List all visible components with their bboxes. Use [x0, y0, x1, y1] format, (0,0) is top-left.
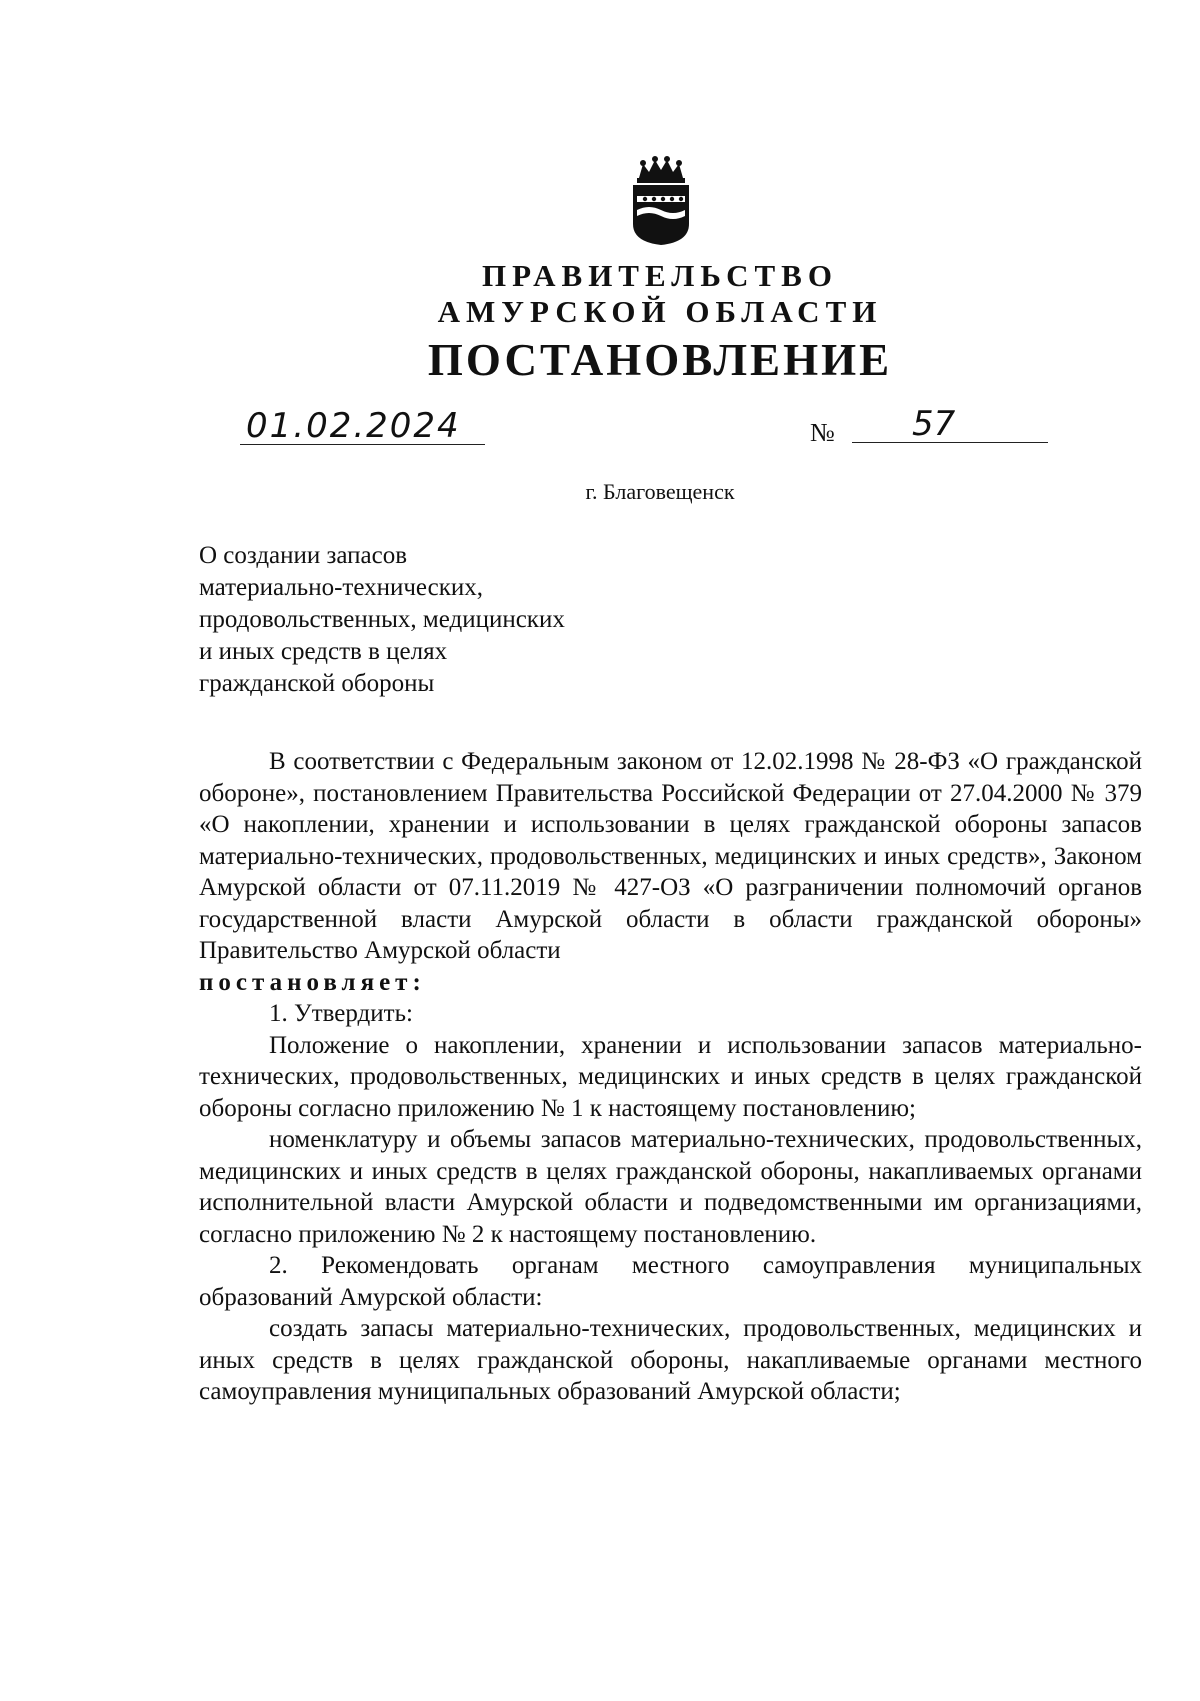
date-underline	[240, 444, 485, 445]
handwritten-document-number: 57	[912, 404, 956, 444]
document-body	[199, 746, 1142, 1408]
subject-line: О создании запасов	[199, 542, 408, 569]
item-1-heading: 1. Утвердить:	[269, 1000, 413, 1027]
preamble-paragraph: В соответствии с Федеральным законом от 12.02.1998 № 28-ФЗ «О гражданской обороне», постановлением Правительства Российской Федерации от 27.04.2000 № 379 «О накоплении, хранении и использовании в целях гражданской обороны запасов материально-технических, продовольственных, медицинских и иных средств», Законом Амурской области от 07.11.2019 № 427-ОЗ «О разграничении полномочий органов государственной власти Амурской области в области гражданской обороны» Правительство Амурской области	[199, 748, 1142, 964]
subject-line: и иных средств в целях	[199, 638, 448, 665]
subject-line: материально-технических,	[199, 574, 484, 601]
document-subject	[199, 540, 719, 700]
item-1-paragraph-b: номенклатуру и объемы запасов материально-технических, продовольственных, медицинских и иных средств в целях гражданской обороны, накапливаемых органами исполнительной власти Амурской области и подведомственными им организациями, согласно приложению № 2 к настоящему постановлению.	[199, 1126, 1142, 1248]
item-1-paragraph-a: Положение о накоплении, хранении и использовании запасов материально-технических, продовольственных, медицинских и иных средств в целях гражданской обороны согласно приложению № 1 к настоящему постановлению;	[199, 1031, 1142, 1122]
city-name: г. Благовещенск	[585, 479, 735, 504]
document-type-title: ПОСТАНОВЛЕНИЕ	[427, 335, 893, 385]
handwritten-date: 01.02.2024	[246, 406, 461, 446]
item-2-paragraph-a: создать запасы материально-технических, продовольственных, медицинских и иных средств в целях гражданской обороны, накапливаемые органами местного самоуправления муниципальных образований Амурской области;	[199, 1315, 1142, 1405]
decree-word: постановляет:	[199, 968, 426, 996]
organization-name-line-2: АМУРСКОЙ ОБЛАСТИ	[437, 294, 883, 329]
item-2-heading: 2. Рекомендовать органам местного самоуправления муниципальных образований Амурской области:	[199, 1252, 1142, 1311]
amur-region-coat-of-arms-icon	[629, 154, 693, 246]
organization-name-line-1: ПРАВИТЕЛЬСТВО	[482, 258, 838, 293]
number-sign: №	[810, 418, 835, 447]
subject-line: продовольственных, медицинских	[199, 606, 565, 633]
subject-line: гражданской обороны	[199, 670, 435, 697]
